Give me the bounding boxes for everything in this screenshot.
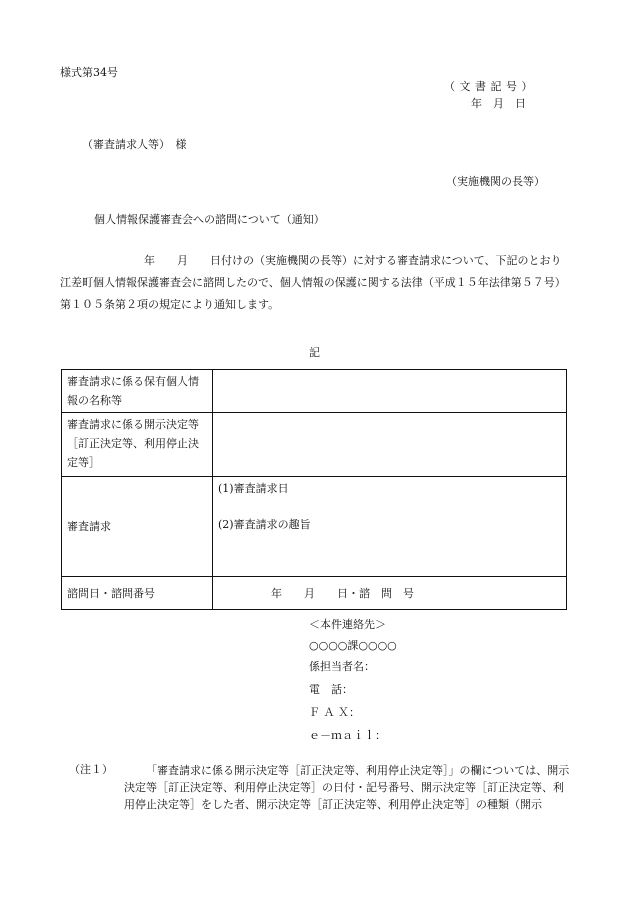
document-code: （ 文 書 記 号 ） — [444, 80, 533, 93]
contact-dept: ○○○○課○○○○ — [309, 639, 397, 652]
contact-fax: Ｆ Ａ Ｘ： — [309, 706, 360, 719]
contact-person: 係担当者名： — [309, 660, 375, 673]
form-number: 様式第34号 — [60, 66, 118, 79]
table-row — [62, 577, 567, 610]
ki-heading: 記 — [309, 346, 320, 359]
row-label-disclosure-decision: 審査請求に係る開示決定等［訂正決定等、利用停止決定等］ — [62, 413, 213, 477]
details-table — [61, 369, 567, 610]
table-row — [62, 370, 567, 413]
row-value-disclosure-decision — [213, 413, 567, 477]
note-label: （注１） — [69, 763, 113, 776]
row-value-info-name — [213, 370, 567, 413]
row-label-info-name: 審査請求に係る保有個人情報の名称等 — [62, 370, 213, 413]
contact-email: ｅ－ｍａｉｌ： — [309, 729, 386, 742]
date-line: 年 月 日 — [471, 97, 526, 110]
addressee: （審査請求人等） 様 — [82, 138, 187, 151]
table-row — [62, 477, 567, 577]
document-subject: 個人情報保護審査会への諮問について（通知） — [94, 213, 325, 226]
contact-block — [309, 614, 397, 746]
sender: （実施機関の長等） — [446, 175, 545, 188]
table-row — [62, 413, 567, 477]
review-request-purpose: (2)審査請求の趣旨 — [218, 518, 311, 531]
note-text: 「審査請求に係る開示決定等［訂正決定等、利用停止決定等］」の欄については、開示決定等［訂正決定等、利用停止決定等］の日付・記号番号、開示決定等［訂正決定等、利用停止決定等］をした者、開示決定等［訂正決定等、利用停止決定等］の種類（開示 — [124, 764, 570, 811]
review-request-date: (1)審査請求日 — [218, 482, 289, 495]
contact-title: ＜本件連絡先＞ — [309, 618, 386, 631]
contact-phone: 電 話： — [309, 683, 353, 696]
body-paragraph: 年 月 日付けの（実施機関の長等）に対する審査請求について、下記のとおり江差町個人情報保護審査会に諮問したので、個人情報の保護に関する法律（平成１５年法律第５７号）第１０５条第２項の規定により通知します。 — [60, 254, 566, 311]
row-label-review-request: 審査請求 — [62, 477, 213, 577]
row-label-inquiry-date: 諮問日・諮問番号 — [62, 577, 213, 610]
row-value-inquiry-date: 年 月 日・諮 問 号 — [213, 577, 567, 610]
row-value-review-request — [213, 477, 567, 577]
